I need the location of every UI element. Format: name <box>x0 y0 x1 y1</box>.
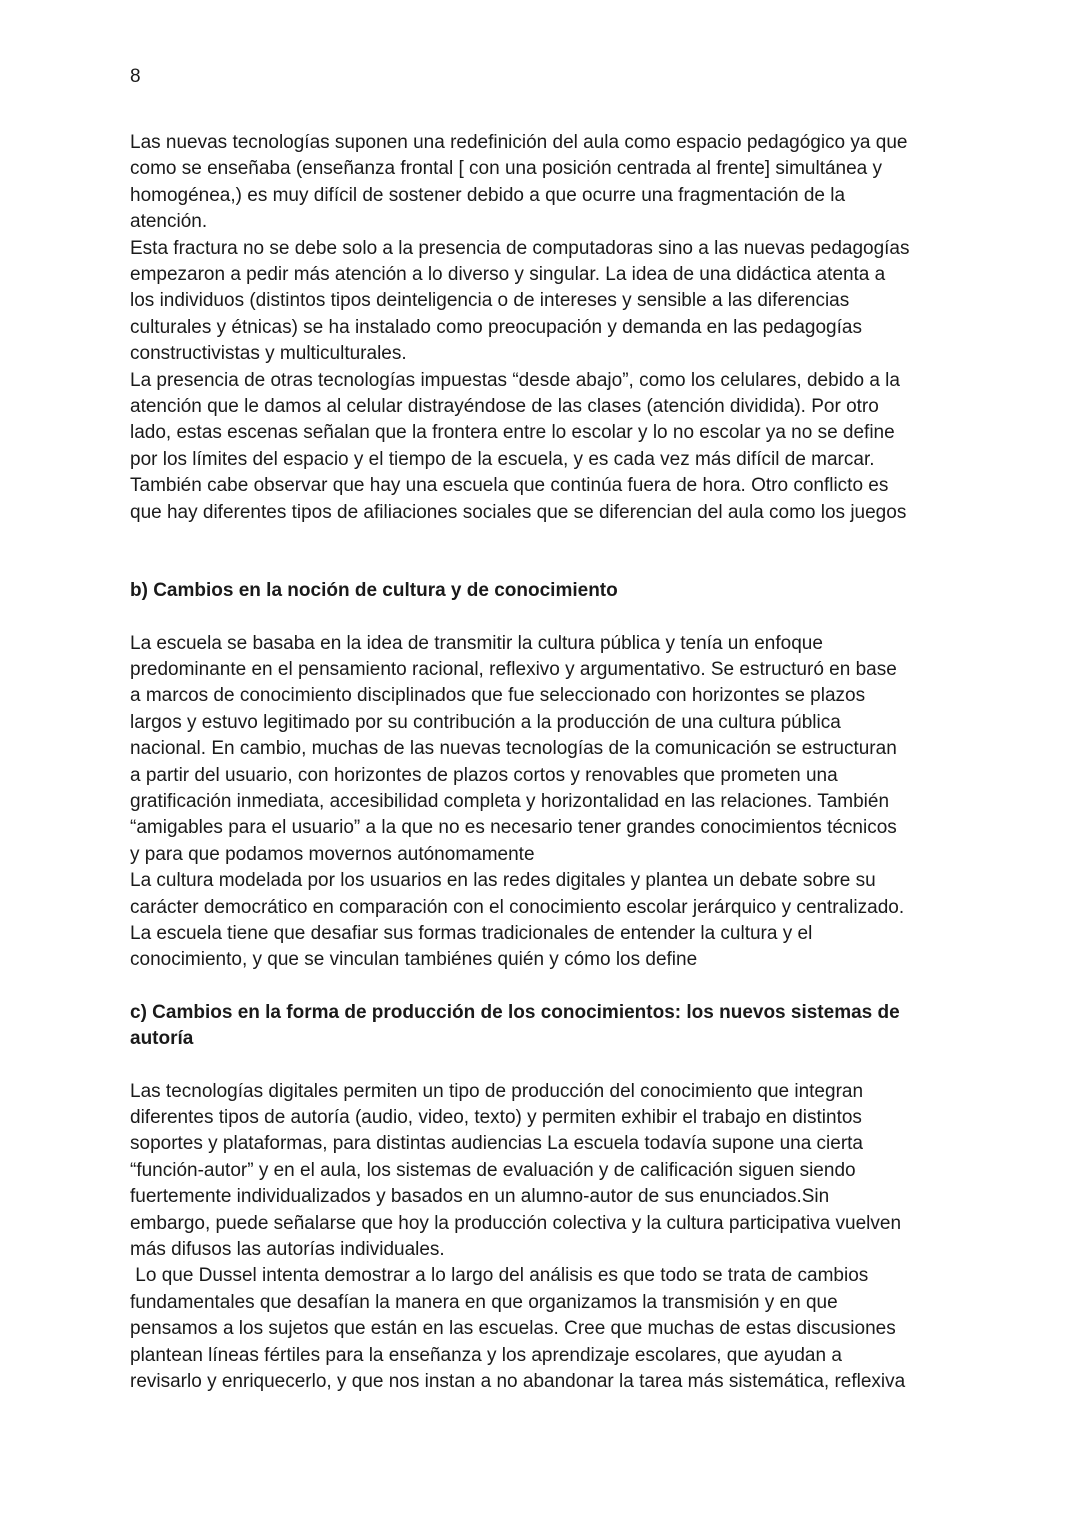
text-line: a marcos de conocimiento disciplinados que fue seleccionado con horizontes se plazos <box>130 685 866 707</box>
heading-line: c) Cambios en la forma de producción de los conocimientos: los nuevos sistemas de <box>130 1001 900 1023</box>
text-line: Lo que Dussel intenta demostrar a lo largo del análisis es que todo se trata de cambios <box>130 1265 869 1287</box>
text-line: plantean líneas fértiles para la enseñanza y los aprendizaje escolares, que ayudan a <box>130 1344 842 1366</box>
text-line: culturales y étnicas) se ha instalado como preocupación y demanda en las pedagogías <box>130 316 862 338</box>
text-line: como se enseñaba (enseñanza frontal [ con una posición centrada al frente] simultánea y <box>130 158 883 180</box>
text-line: fundamentales que desafían la manera en que organizamos la transmisión y en que <box>130 1291 838 1313</box>
text-line: más difusos las autorías individuales. <box>130 1239 445 1261</box>
text-line: atención que le damos al celular distrayéndose de las clases (atención dividida). Por otro <box>130 396 879 418</box>
text-line: empezaron a pedir más atención a lo diverso y singular. La idea de una didáctica atenta a <box>130 264 886 286</box>
text-line: predominante en el pensamiento racional, reflexivo y argumentativo. Se estructuró en base <box>130 658 897 680</box>
text-line: gratificación inmediata, accesibilidad completa y horizontalidad en las relaciones. También <box>130 790 890 812</box>
heading-line: autoría <box>130 1028 194 1050</box>
section-c-paragraph <box>130 1079 960 1396</box>
text-line: “amigables para el usuario” a la que no es necesario tener grandes conocimientos técnicos <box>130 817 897 839</box>
text-line: revisarlo y enriquecerlo, y que nos instan a no abandonar la tarea más sistemática, reflexiva <box>130 1371 906 1393</box>
intro-paragraph <box>130 130 960 526</box>
heading-line: b) Cambios en la noción de cultura y de conocimiento <box>130 580 618 602</box>
text-line: Las tecnologías digitales permiten un tipo de producción del conocimiento que integran <box>130 1080 864 1102</box>
text-line: conocimiento, y que se vinculan tambiénes quién y cómo los define <box>130 949 698 971</box>
text-line: homogénea,) es muy difícil de sostener debido a que ocurre una fragmentación de la <box>130 184 846 206</box>
text-line: nacional. En cambio, muchas de las nuevas tecnologías de la comunicación se estructuran <box>130 738 897 760</box>
text-line: La escuela se basaba en la idea de transmitir la cultura pública y tenía un enfoque <box>130 632 823 654</box>
text-line: carácter democrático en comparación con el conocimiento escolar jerárquico y centralizado. <box>130 896 905 918</box>
text-line: a partir del usuario, con horizontes de plazos cortos y renovables que prometen una <box>130 764 838 786</box>
text-line: La presencia de otras tecnologías impuestas “desde abajo”, como los celulares, debido a la <box>130 369 900 391</box>
page-number: 8 <box>130 66 141 87</box>
text-line: También cabe observar que hay una escuela que continúa fuera de hora. Otro conflicto es <box>130 475 889 497</box>
text-line: atención. <box>130 211 208 233</box>
text-line: por los límites del espacio y el tiempo de la escuela, y es cada vez más difícil de marcar. <box>130 448 875 470</box>
document-body <box>130 130 960 1395</box>
text-line: y para que podamos movernos autónomamente <box>130 843 535 865</box>
text-line: lado, estas escenas señalan que la frontera entre lo escolar y lo no escolar ya no se define <box>130 422 895 444</box>
text-line: que hay diferentes tipos de afiliaciones sociales que se diferencian del aula como los juegos <box>130 501 907 523</box>
text-line: Esta fractura no se debe solo a la presencia de computadoras sino a las nuevas pedagogías <box>130 237 910 259</box>
section-c-heading <box>130 1000 960 1053</box>
text-line: Las nuevas tecnologías suponen una redefinición del aula como espacio pedagógico ya que <box>130 132 908 153</box>
text-line: pensamos a los sujetos que están en las escuelas. Cree que muchas de estas discusiones <box>130 1318 896 1340</box>
text-line: los individuos (distintos tipos deinteligencia o de intereses y sensible a las diferencias <box>130 290 850 312</box>
text-line: largos y estuvo legitimado por su contribución a la producción de una cultura pública <box>130 711 841 733</box>
section-b-heading <box>130 578 960 604</box>
text-line: La escuela tiene que desafiar sus formas tradicionales de entender la cultura y el <box>130 922 813 944</box>
text-line: La cultura modelada por los usuarios en las redes digitales y plantea un debate sobre su <box>130 870 876 892</box>
text-line: fuertemente individualizados y basados en un alumno-autor de sus enunciados.Sin <box>130 1186 830 1208</box>
text-line: soportes y plataformas, para distintas audiencias La escuela todavía supone una cierta <box>130 1133 864 1155</box>
text-line: “función-autor” y en el aula, los sistemas de evaluación y de calificación siguen siendo <box>130 1159 856 1181</box>
text-line: constructivistas y multiculturales. <box>130 343 407 365</box>
section-b-paragraph <box>130 631 960 974</box>
text-line: diferentes tipos de autoría (audio, video, texto) y permiten exhibir el trabajo en distintos <box>130 1107 862 1128</box>
text-line: embargo, puede señalarse que hoy la producción colectiva y la cultura participativa vuelven <box>130 1212 902 1234</box>
